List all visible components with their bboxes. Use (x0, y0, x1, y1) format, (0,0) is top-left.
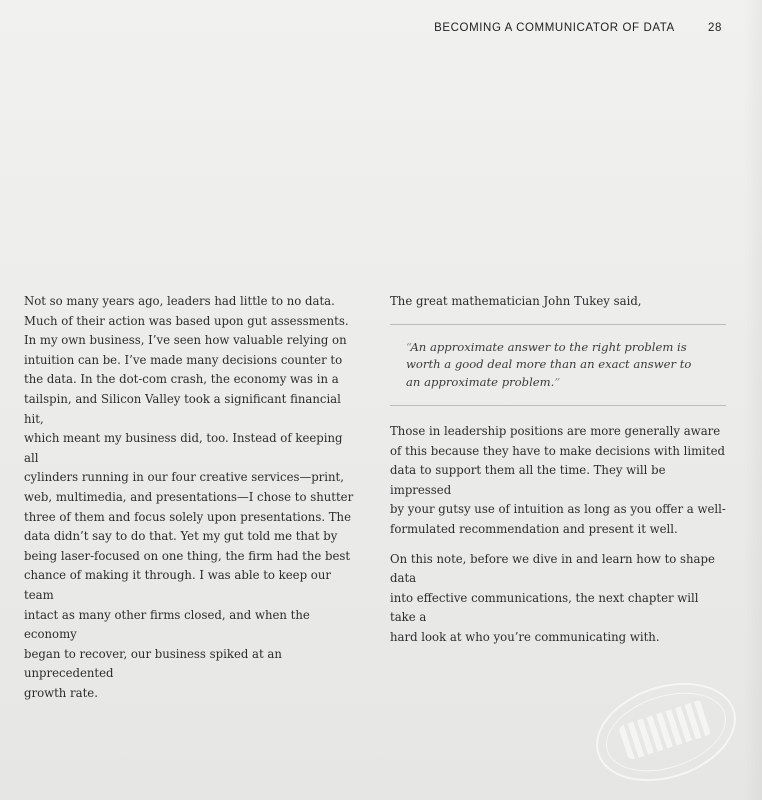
text-line: web, multimedia, and presentations—I chose to shutter (24, 489, 354, 504)
text-line: intuition can be. I’ve made many decisions counter to (24, 352, 343, 367)
text-line: On this note, before we dive in and learn how to shape data (390, 551, 715, 586)
page-number: 28 (708, 22, 722, 34)
text-line: the data. In the dot-com crash, the economy was in a (24, 372, 339, 387)
text-line: chance of making it through. I was able to keep our team (24, 568, 331, 602)
page-edge-shadow (744, 0, 762, 800)
text-line: which meant my business did, too. Instead of keeping all (24, 431, 343, 465)
text-line: Not so many years ago, leaders had little to no data. (24, 294, 335, 308)
stamp-emblem (618, 699, 713, 760)
text-line: intact as many other firms closed, and when the economy (24, 607, 310, 642)
text-line: began to recover, our business spiked at an unprecedented (24, 646, 282, 681)
text-line: growth rate. (24, 685, 98, 700)
text-line: by your gutsy use of intuition as long as you offer a well- (390, 502, 726, 517)
body-paragraph (24, 292, 360, 703)
left-column-text (24, 292, 360, 703)
quote-line: worth a good deal more than an exact answer to (406, 357, 692, 372)
text-line: of this because they have to make decisions with limited (390, 443, 725, 458)
running-header (434, 22, 722, 34)
text-line: data to support them all the time. They will be impressed (390, 463, 666, 497)
quote-line: An approximate answer to the right problem is (410, 339, 687, 354)
pull-quote (390, 324, 726, 407)
text-line: being laser-focused on one thing, the firm had the best (24, 548, 351, 563)
embossed-stamp-watermark (583, 666, 748, 798)
text-line: formulated recommendation and present it well. (390, 522, 678, 537)
text-line: three of them and focus solely upon presentations. The (24, 509, 352, 524)
text-line: data didn’t say to do that. Yet my gut told me that by (24, 529, 338, 544)
text-line: tailspin, and Silicon Valley took a significant financial hit, (24, 391, 341, 426)
text-line: hard look at who you’re communicating with. (390, 630, 660, 645)
quote-line: an approximate problem. (406, 374, 555, 389)
quote-text (406, 339, 718, 392)
close-quote-mark: ” (554, 374, 561, 389)
body-paragraph (390, 422, 726, 540)
text-line: Those in leadership positions are more generally aware (390, 424, 721, 439)
text-line: into effective communications, the next chapter will take a (390, 590, 699, 625)
chapter-title: BECOMING A COMMUNICATOR OF DATA (434, 22, 675, 34)
text-line: cylinders running in our four creative services—print, (24, 470, 344, 485)
quote-intro: The great mathematician John Tukey said, (390, 294, 642, 308)
open-quote-mark: “ (406, 339, 411, 354)
text-line: In my own business, I’ve seen how valuable relying on (24, 333, 347, 348)
text-line: Much of their action was based upon gut assessments. (24, 313, 349, 328)
right-column-text (390, 292, 726, 658)
body-paragraph (390, 550, 726, 648)
